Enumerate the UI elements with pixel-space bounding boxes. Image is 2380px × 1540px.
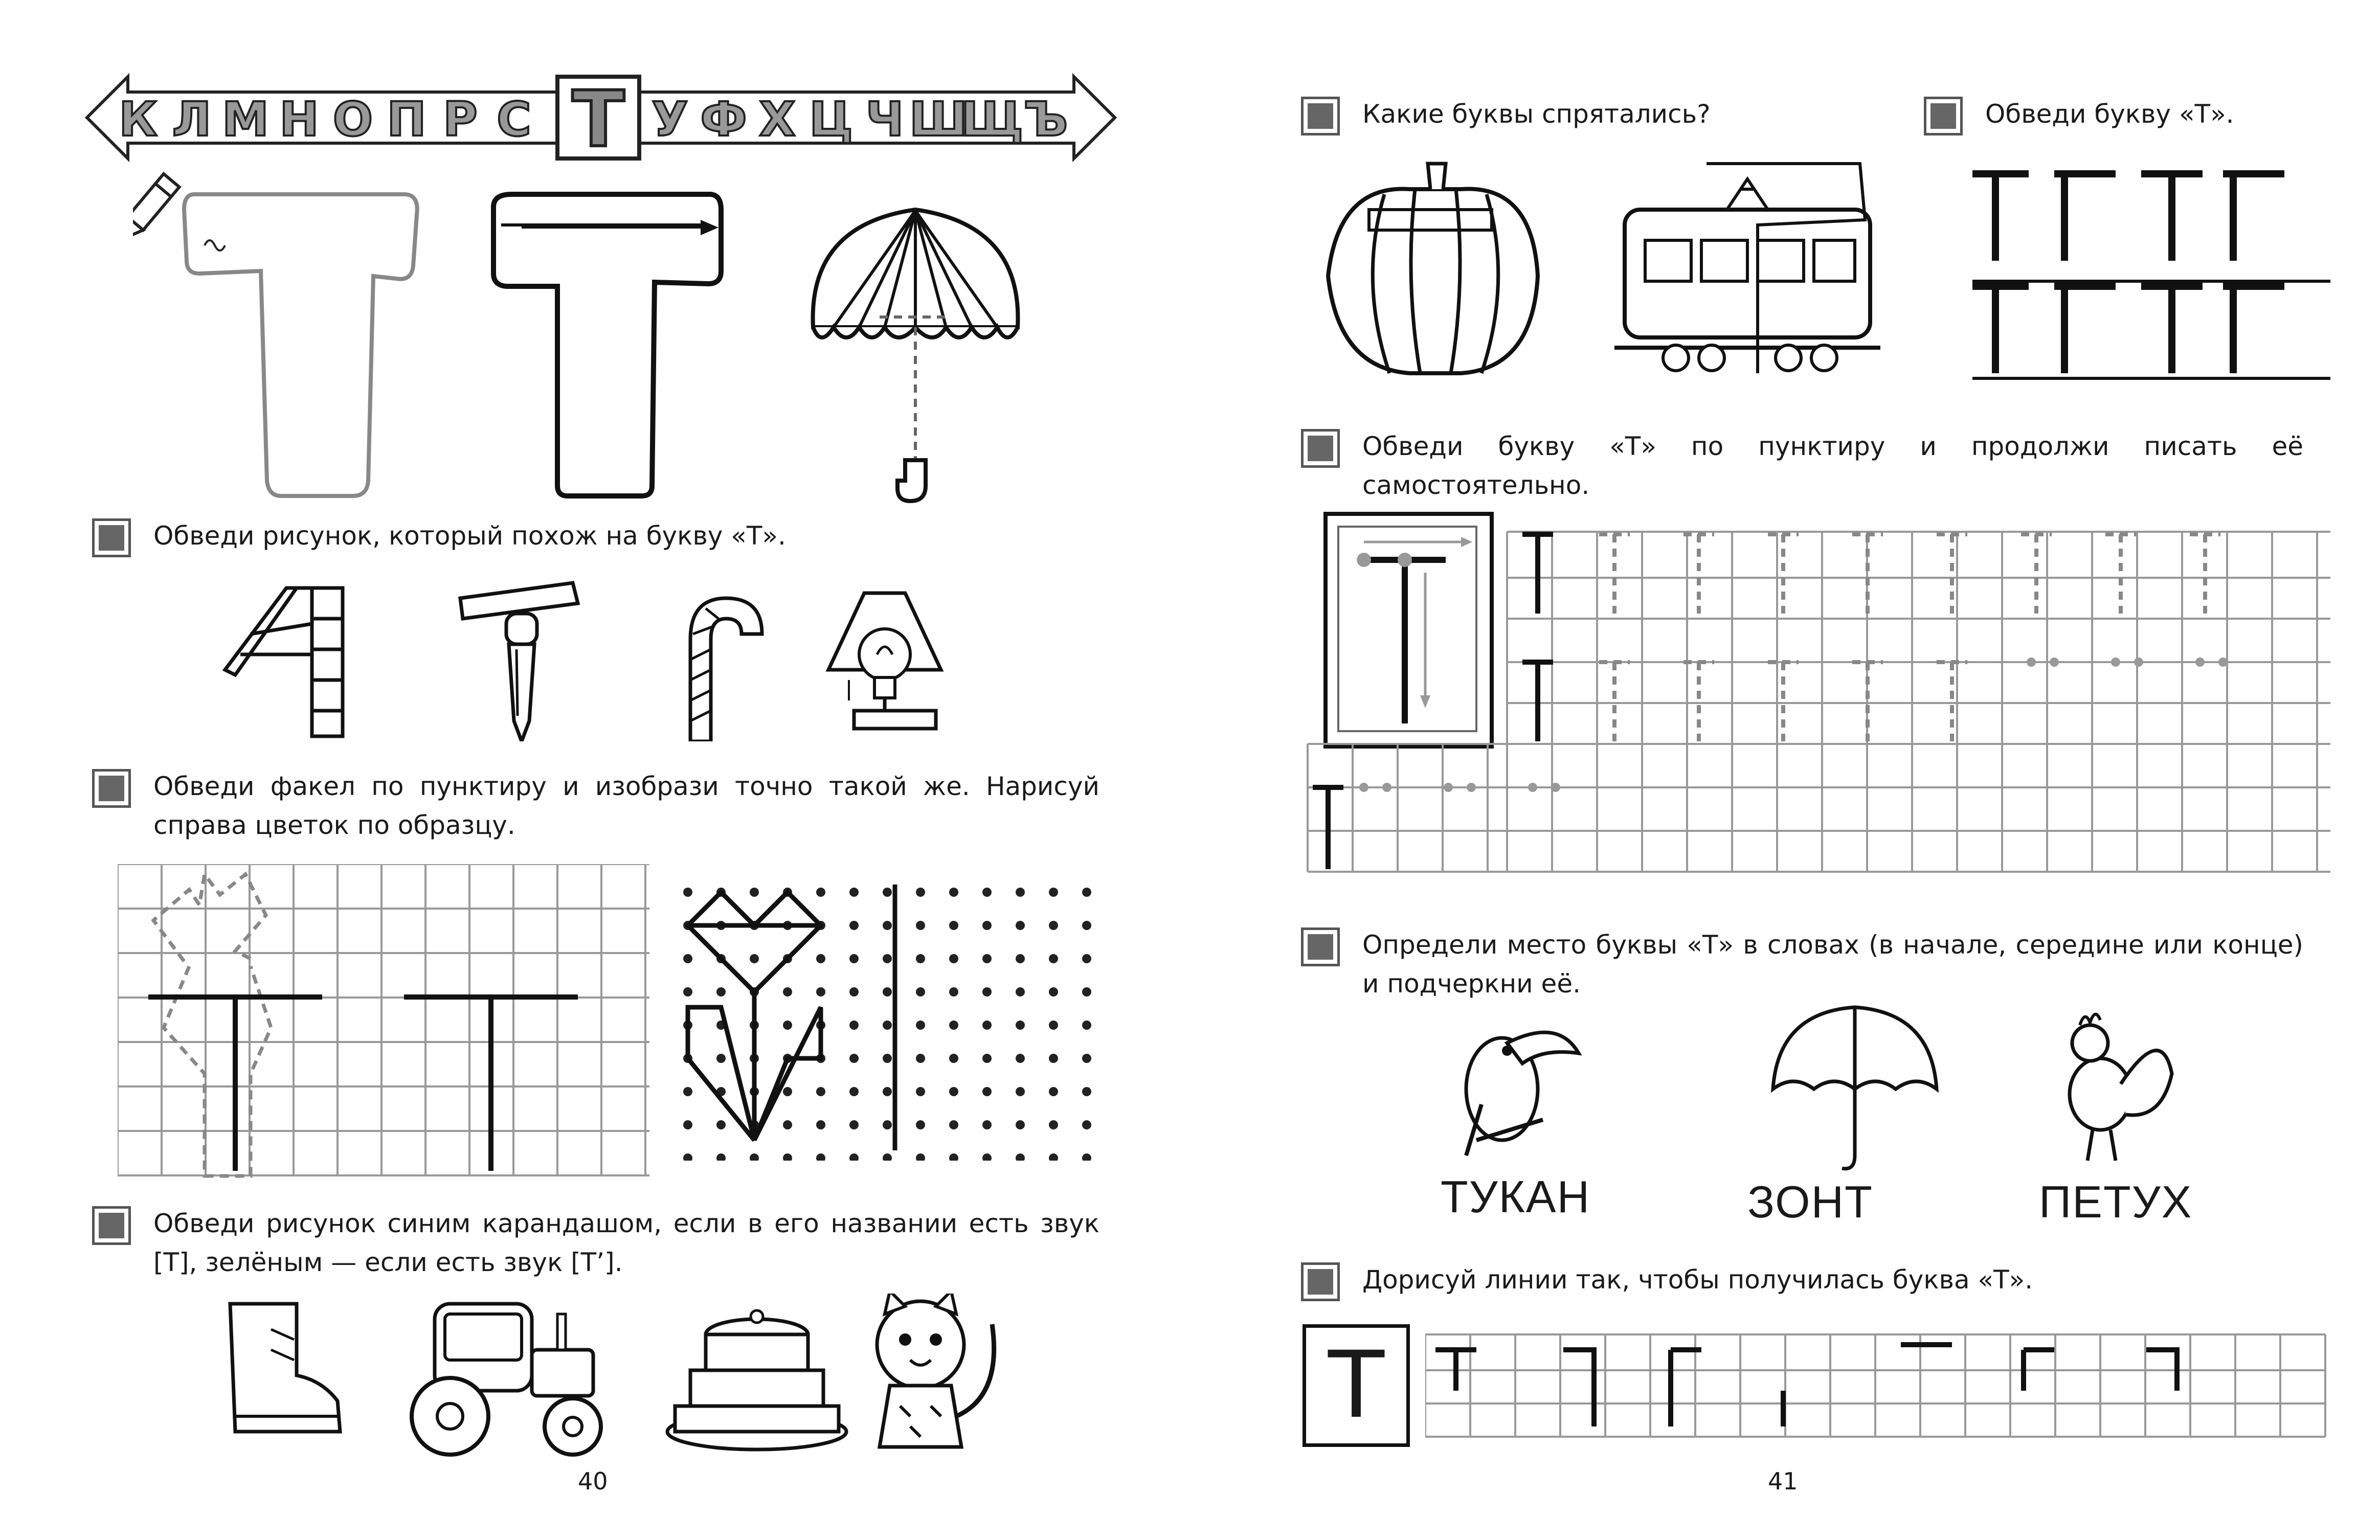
page-number: 41 (1768, 1467, 1798, 1495)
position-pictures (1446, 1002, 2213, 1171)
hidden-letters-pictures (1308, 153, 1911, 394)
word-rooster: ПЕТУХ (2039, 1176, 2193, 1227)
cake-icon[interactable] (667, 1310, 846, 1450)
boot-icon[interactable] (230, 1304, 340, 1432)
outline-letter-t-gray (184, 194, 417, 496)
toucan-icon[interactable] (1466, 1032, 1579, 1156)
page-number: 40 (578, 1467, 608, 1495)
task-text: Обведи факел по пунктиру и изобрази точно такой же. Нарисуй справа цветок по образцу. (153, 772, 1099, 840)
task-text: Обведи рисунок синим карандашом, если в его названии есть звук [Т], зелёным — если есть звук [Т’]. (153, 1209, 1099, 1277)
task1-pictures (220, 578, 1038, 741)
finish-lines-grid (1425, 1324, 2336, 1447)
alphabet-letter: Ф (700, 92, 747, 147)
rooster-icon[interactable] (2070, 1014, 2172, 1161)
alphabet-letter: Х (759, 92, 796, 147)
alphabet-letter: К (119, 92, 158, 147)
task-checkbox[interactable] (1924, 97, 1963, 135)
right-page (1190, 0, 2380, 1540)
task-text: Какие буквы спрятались? (1362, 99, 1711, 129)
torch-grid (118, 864, 655, 1181)
table-lamp-icon[interactable] (828, 593, 941, 729)
umbrella-icon[interactable] (1773, 1007, 1937, 1169)
alphabet-letter: Л (172, 92, 212, 147)
alphabet-letter: П (387, 92, 426, 147)
tiger-cub-icon[interactable] (877, 1294, 994, 1447)
big-letter-row (133, 164, 1105, 522)
task-checkbox[interactable] (1301, 429, 1340, 468)
task-text: Дорисуй линии так, чтобы получилась буква «Т». (1362, 1265, 2033, 1295)
tractor-icon[interactable] (412, 1304, 601, 1455)
alphabet-letter: Ъ (1023, 92, 1068, 147)
alphabet-current-letter: Т (572, 75, 625, 164)
trace-letters (1967, 164, 2336, 383)
task-checkbox[interactable] (1301, 927, 1340, 966)
word-umbrella: ЗОНТ (1747, 1176, 1873, 1227)
alphabet-letter: С (497, 92, 531, 147)
task3-pictures (205, 1294, 1033, 1457)
alphabet-letter: О (332, 92, 373, 147)
task-letter-position (1301, 925, 2303, 1003)
task-sound-coloring (92, 1204, 1099, 1282)
task-text: Определи место буквы «Т» в словах (в начале, середине или конце) и подчеркни её. (1362, 930, 2303, 999)
alphabet-letter: Щ (961, 92, 1023, 147)
alphabet-letter: Ч (865, 92, 904, 147)
writing-grid (1297, 511, 2336, 895)
candy-cane-icon[interactable] (690, 598, 762, 741)
task-hidden-letters (1301, 95, 1711, 135)
task-checkbox[interactable] (92, 1206, 131, 1245)
task-checkbox[interactable] (92, 518, 131, 557)
alphabet-letter: У (652, 92, 688, 147)
pumpkin-icon[interactable] (1328, 164, 1538, 373)
flower-dot-grid (670, 874, 1120, 1161)
outline-letter-t-bold (493, 194, 721, 496)
task-text: Обведи букву «Т». (1985, 99, 2234, 129)
task-text: Обведи рисунок, который похож на букву «Т». (153, 521, 786, 551)
alphabet-letter: Н (279, 92, 319, 147)
task-checkbox[interactable] (1301, 97, 1340, 135)
ruler-and-pencil-icon[interactable] (460, 583, 578, 741)
task-checkbox[interactable] (92, 769, 131, 808)
task-finish-lines (1301, 1260, 2303, 1301)
sample-letter: Т (1328, 1332, 1384, 1439)
umbrella-t-icon (813, 210, 1018, 501)
task-checkbox[interactable] (1301, 1262, 1340, 1301)
task-text: Обведи букву «Т» по пунктиру и продолжи писать её самостоятельно. (1362, 432, 2303, 500)
alphabet-letter: М (222, 92, 269, 147)
ladder-icon[interactable] (225, 588, 343, 736)
alphabet-letter: Ц (809, 92, 853, 147)
sample-letter-box (1303, 1324, 1410, 1447)
task-write-letter (1301, 427, 2303, 505)
pencil-icon (133, 174, 179, 246)
alphabet-letter: Р (443, 92, 478, 147)
task-similar-picture (92, 516, 1115, 557)
task-torch-flower (92, 767, 1099, 845)
alphabet-letter: Ш (909, 92, 968, 147)
tram-icon[interactable] (1614, 164, 1880, 373)
word-toucan: ТУКАН (1441, 1171, 1591, 1222)
alphabet-ribbon (82, 72, 1120, 164)
task-trace-letter (1924, 95, 2234, 135)
